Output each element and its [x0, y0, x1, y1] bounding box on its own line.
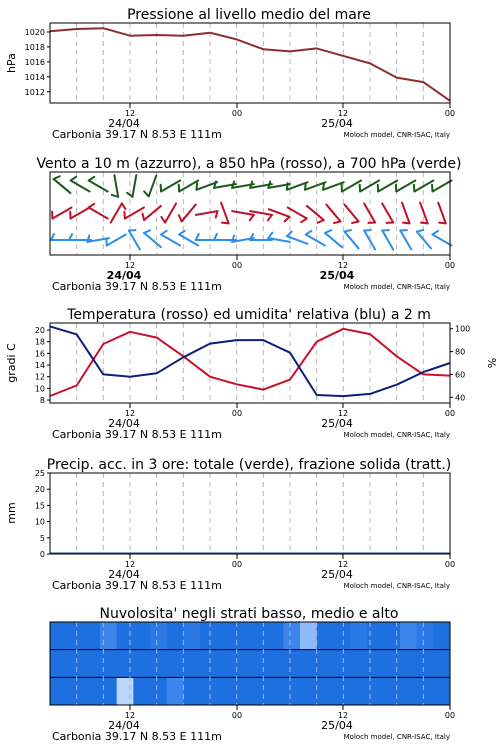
wind-barb-flag — [334, 221, 341, 223]
wind-barb-shaft — [400, 230, 411, 249]
wind-barb-shaft — [325, 233, 342, 247]
cloud-cell-1-6 — [150, 650, 167, 678]
y-tick-label-left-6: 20 — [34, 326, 45, 336]
wind-barb-1-14 — [307, 206, 324, 223]
temperature-panel — [5, 307, 498, 441]
temperature-x-labels — [52, 403, 455, 441]
precip-frame — [50, 473, 450, 554]
cloud-cell-2-21 — [400, 677, 417, 705]
cloud-cell-1-7 — [167, 650, 184, 678]
wind-barb-shaft — [382, 230, 393, 249]
wind-barb-0-21 — [432, 181, 451, 192]
x-tick-label-0: 12 — [124, 560, 136, 569]
wind-barb-flag — [285, 217, 290, 222]
wind-barb-shaft — [326, 205, 340, 222]
wind-barb-shaft — [89, 181, 108, 192]
wind-barb-2-18 — [382, 230, 393, 249]
wind-barb-1-19 — [402, 203, 410, 224]
cloud-cell-2-12 — [250, 677, 267, 705]
wind-barbs — [51, 175, 452, 249]
y-tick-label-right-3: 100 — [455, 324, 471, 334]
cloud-cell-1-12 — [250, 650, 267, 678]
cloud-cell-0-1 — [67, 622, 84, 650]
cloud-cells — [50, 622, 451, 705]
wind-barb-shaft — [221, 203, 229, 224]
x-tick-label-3: 00 — [444, 109, 456, 118]
cloud-cell-2-8 — [183, 677, 200, 705]
cloud-title: Nuvolosita' negli strati basso, medio e alto — [99, 606, 399, 622]
pressure-line — [50, 28, 450, 101]
location-label: Carbonia 39.17 N 8.53 E 111m — [52, 579, 222, 592]
x-tick-label-3: 00 — [444, 560, 456, 569]
cloud-cell-1-4 — [117, 650, 134, 678]
wind-barb-flag — [403, 223, 410, 224]
cloud-cell-2-14 — [283, 677, 300, 705]
precip-x-labels — [52, 554, 455, 592]
wind-barb-shaft — [432, 181, 451, 192]
credit-label: Moloch model, CNR-ISAC, Italy — [343, 733, 450, 741]
date-label-1: 24/04 — [108, 719, 140, 732]
wind-barb-shaft — [382, 203, 393, 222]
wind-barb-shaft — [414, 181, 433, 192]
cloud-cell-2-17 — [333, 677, 350, 705]
wind-barb-shaft — [161, 235, 180, 246]
wind-barb-shaft — [402, 203, 410, 224]
wind-barb-0-6 — [161, 181, 180, 192]
wind-barb-shaft — [420, 203, 428, 224]
wind-barb-flag — [196, 183, 197, 190]
wind-barb-shaft — [417, 232, 431, 249]
wind-barb-0-17 — [360, 181, 379, 192]
cloud-cell-2-13 — [267, 677, 284, 705]
wind-barb-shaft — [52, 208, 71, 219]
y-tick-label-left-1: 10 — [34, 384, 45, 394]
cloud-cell-1-9 — [200, 650, 217, 678]
pressure-panel — [5, 7, 455, 141]
cloud-cell-0-6 — [150, 622, 167, 650]
y-tick-label-left-2: 1016 — [24, 57, 45, 67]
wind-barb-2-20 — [417, 230, 431, 248]
wind-barb-flag — [122, 203, 126, 209]
y-tick-label-left-4: 16 — [34, 349, 45, 359]
wind-barb-flag — [421, 223, 428, 224]
date-label-1: 24/04 — [108, 568, 140, 581]
wind-barb-shaft — [71, 181, 90, 192]
wind-barb-0-5 — [144, 176, 156, 197]
cloud-panel — [50, 606, 455, 743]
wind-barb-shaft — [344, 205, 358, 222]
wind-barb-flag — [71, 177, 77, 181]
wind-barb-shaft — [288, 208, 307, 219]
x-tick-label-2: 12 — [337, 560, 349, 569]
wind-barb-flag — [417, 230, 424, 232]
wind-barb-flag — [161, 217, 165, 223]
cloud-cell-1-17 — [333, 650, 350, 678]
wind-barb-0-15 — [323, 182, 344, 190]
wind-barb-shaft — [114, 175, 118, 197]
x-tick-label-2: 12 — [337, 261, 349, 270]
date-label-2: 25/04 — [321, 117, 353, 130]
wind-barb-shaft — [132, 175, 136, 197]
wind-barb-2-7 — [179, 231, 198, 246]
pressure-frame — [50, 23, 450, 103]
x-tick-label-0: 12 — [124, 409, 136, 418]
x-tick-label-0: 12 — [124, 109, 136, 118]
wind-barb-shaft — [144, 233, 161, 247]
y-tick-label-left-2: 12 — [34, 372, 45, 382]
wind-barb-shaft — [378, 181, 397, 192]
cloud-cell-1-11 — [233, 650, 250, 678]
x-tick-label-0: 12 — [124, 711, 136, 720]
wind-barb-flag — [222, 223, 229, 224]
y-tick-label-left-4: 20 — [34, 485, 45, 495]
cloud-cell-1-10 — [217, 650, 234, 678]
wind-barb-1-0 — [52, 208, 71, 219]
cloud-cell-2-5 — [133, 677, 150, 705]
wind-barb-shaft — [54, 179, 71, 193]
wind-barb-shaft — [129, 230, 140, 249]
cloud-cell-0-15 — [300, 622, 317, 650]
y-tick-label-left-3: 1018 — [24, 42, 45, 52]
cloud-cell-0-8 — [183, 622, 200, 650]
cloud-cell-0-14 — [283, 622, 300, 650]
cloud-cell-1-16 — [317, 650, 334, 678]
date-label-2: 25/04 — [321, 719, 353, 732]
cloud-cell-0-12 — [250, 622, 267, 650]
wind-barb-0-19 — [396, 181, 415, 192]
wind-barb-flag — [325, 230, 331, 233]
humidity-ylabel: % — [485, 357, 498, 369]
temperature-frame — [50, 323, 450, 403]
wind-barb-flag — [287, 232, 292, 237]
x-tick-label-2: 12 — [337, 109, 349, 118]
precip-title: Precip. acc. in 3 ore: totale (verde), frazione solida (tratt.) — [46, 457, 452, 473]
temperature-title: Temperatura (rosso) ed umidita' relativa (blu) a 2 m — [67, 307, 431, 323]
y-tick-label-left-0: 0 — [39, 550, 45, 559]
wind-barb-flag — [432, 231, 438, 235]
x-tick-label-0: 12 — [124, 261, 136, 270]
wind-barb-flag — [287, 183, 288, 190]
wind-barb-1-21 — [438, 203, 446, 224]
cloud-cell-0-22 — [417, 622, 434, 650]
date-label-1: 24/04 — [108, 117, 140, 130]
cloud-cell-0-11 — [233, 622, 250, 650]
cloud-cell-2-22 — [417, 677, 434, 705]
wind-barb-flag — [144, 230, 150, 233]
cloud-cell-0-3 — [100, 622, 117, 650]
x-tick-label-1: 00 — [231, 109, 243, 118]
cloud-cell-0-9 — [200, 622, 217, 650]
cloud-cell-2-7 — [167, 677, 184, 705]
wind-barb-0-18 — [378, 181, 397, 192]
y-tick-label-left-0: 8 — [39, 396, 45, 406]
date-label-2: 25/04 — [321, 568, 353, 581]
cloud-cell-2-23 — [433, 677, 450, 705]
date-label-2: 25/04 — [321, 417, 353, 430]
wind-barb-shaft — [306, 235, 325, 246]
cloud-cell-2-6 — [150, 677, 167, 705]
wind-barb-flag — [179, 215, 182, 221]
wind-barb-shaft — [179, 181, 198, 192]
humidity-line — [50, 326, 450, 396]
wind-barb-1-3 — [111, 203, 126, 222]
wind-barb-flag — [144, 191, 149, 196]
cloud-cell-2-9 — [200, 677, 217, 705]
cloud-cell-1-1 — [67, 650, 84, 678]
pressure-ylabel: hPa — [5, 53, 18, 73]
wind-barb-1-13 — [288, 208, 307, 223]
cloud-cell-2-4 — [117, 677, 134, 705]
pressure-series — [50, 28, 450, 101]
wind-panel — [36, 156, 461, 293]
wind-barb-shaft — [196, 211, 218, 215]
wind-barb-2-4 — [129, 230, 140, 249]
cloud-cell-1-19 — [367, 650, 384, 678]
wind-barb-flag — [439, 223, 446, 224]
cloud-cell-0-4 — [117, 622, 134, 650]
wind-barb-1-6 — [161, 203, 176, 222]
wind-barb-flag — [142, 214, 144, 221]
y-tick-label-left-0: 1012 — [24, 87, 45, 97]
wind-barb-flag — [89, 204, 95, 208]
credit-label: Moloch model, CNR-ISAC, Italy — [343, 131, 450, 139]
wind-barb-1-15 — [326, 205, 340, 223]
cloud-cell-2-3 — [100, 677, 117, 705]
cloud-cell-0-17 — [333, 622, 350, 650]
wind-barb-shaft — [144, 206, 161, 220]
wind-barb-shaft — [432, 235, 451, 246]
cloud-cell-0-19 — [367, 622, 384, 650]
cloud-cell-0-7 — [167, 622, 184, 650]
wind-barb-1-1 — [70, 208, 89, 219]
cloud-cell-0-13 — [267, 622, 284, 650]
wind-barb-flag — [54, 176, 60, 179]
x-tick-label-3: 00 — [444, 711, 456, 720]
temperature-series — [50, 326, 450, 396]
wind-barb-shaft — [111, 203, 122, 222]
date-label-2: 25/04 — [319, 269, 355, 282]
wind-barb-0-2 — [89, 177, 108, 192]
date-label-1: 24/04 — [108, 417, 140, 430]
location-label: Carbonia 39.17 N 8.53 E 111m — [52, 128, 222, 141]
x-tick-label-1: 00 — [231, 711, 243, 720]
cloud-cell-0-10 — [217, 622, 234, 650]
wind-barb-0-1 — [71, 177, 90, 192]
wind-barb-shaft — [161, 181, 180, 192]
wind-barb-flag — [89, 177, 95, 181]
wind-barb-0-0 — [54, 176, 71, 193]
wind-barb-1-4 — [124, 208, 143, 219]
wind-barb-shaft — [344, 232, 358, 249]
x-tick-label-2: 12 — [337, 711, 349, 720]
wind-barb-1-18 — [382, 203, 393, 222]
y-tick-label-right-2: 80 — [455, 347, 466, 357]
wind-barb-shaft — [396, 181, 415, 192]
x-tick-label-1: 00 — [231, 560, 243, 569]
cloud-cell-2-20 — [383, 677, 400, 705]
cloud-cell-0-16 — [317, 622, 334, 650]
wind-barb-flag — [301, 219, 307, 223]
cloud-cell-1-20 — [383, 650, 400, 678]
cloud-cell-2-18 — [350, 677, 367, 705]
wind-barb-1-10 — [232, 211, 254, 220]
cloud-cell-0-18 — [350, 622, 367, 650]
cloud-cell-0-5 — [133, 622, 150, 650]
wind-barb-shaft — [307, 206, 324, 220]
y-tick-label-left-2: 10 — [34, 517, 45, 527]
credit-label: Moloch model, CNR-ISAC, Italy — [343, 431, 450, 439]
wind-barb-flag — [344, 230, 351, 232]
pressure-x-labels — [52, 103, 455, 141]
wind-barb-1-16 — [344, 205, 358, 223]
cloud-cell-0-0 — [50, 622, 67, 650]
wind-x-labels — [52, 255, 455, 293]
y-tick-label-left-1: 1014 — [24, 72, 45, 82]
cloud-cell-1-5 — [133, 650, 150, 678]
y-tick-label-left-4: 1020 — [24, 27, 45, 37]
wind-barb-2-16 — [344, 230, 358, 248]
wind-barb-flag — [250, 215, 254, 220]
cloud-cell-1-21 — [400, 650, 417, 678]
temperature-y-ticks — [35, 325, 470, 405]
y-tick-label-left-1: 5 — [39, 533, 45, 543]
wind-barb-flag — [179, 231, 185, 235]
wind-barb-shaft — [125, 208, 144, 219]
cloud-cell-1-2 — [83, 650, 100, 678]
cloud-cell-1-15 — [300, 650, 317, 678]
cloud-cell-1-23 — [433, 650, 450, 678]
wind-barb-shaft — [71, 208, 90, 219]
x-tick-label-3: 00 — [444, 409, 456, 418]
wind-barb-0-7 — [179, 181, 198, 192]
wind-barb-flag — [318, 220, 324, 223]
cloud-cell-1-22 — [417, 650, 434, 678]
location-label: Carbonia 39.17 N 8.53 E 111m — [52, 730, 222, 743]
wind-barb-0-3 — [112, 175, 118, 197]
credit-label: Moloch model, CNR-ISAC, Italy — [343, 582, 450, 590]
wind-barb-2-15 — [325, 230, 342, 247]
y-tick-label-left-5: 25 — [34, 469, 45, 478]
cloud-cell-0-20 — [383, 622, 400, 650]
location-label: Carbonia 39.17 N 8.53 E 111m — [52, 280, 222, 293]
temperature-line — [50, 329, 450, 396]
date-label-1: 24/04 — [106, 269, 142, 282]
wind-barb-shaft — [342, 181, 361, 192]
cloud-cell-2-11 — [233, 677, 250, 705]
wind-barb-2-21 — [432, 231, 451, 246]
wind-barb-1-7 — [179, 205, 196, 222]
cloud-cell-1-13 — [267, 650, 284, 678]
cloud-cell-2-10 — [217, 677, 234, 705]
x-tick-label-1: 00 — [231, 261, 243, 270]
x-tick-label-2: 12 — [337, 409, 349, 418]
wind-barb-2-19 — [400, 230, 411, 249]
wind-barb-flag — [161, 231, 167, 235]
wind-barb-1-8 — [196, 211, 218, 217]
wind-barb-2-5 — [144, 230, 161, 247]
wind-barb-2-3 — [106, 235, 125, 246]
wind-barb-0-4 — [127, 175, 136, 197]
y-tick-label-left-3: 14 — [34, 361, 45, 371]
cloud-cell-0-21 — [400, 622, 417, 650]
wind-barb-1-2 — [89, 204, 108, 219]
cloud-cell-2-19 — [367, 677, 384, 705]
y-tick-label-right-1: 60 — [455, 370, 466, 380]
cloud-cell-2-1 — [67, 677, 84, 705]
credit-label: Moloch model, CNR-ISAC, Italy — [343, 283, 450, 291]
wind-barb-flag — [323, 183, 324, 190]
wind-barb-flag — [306, 231, 312, 235]
y-tick-label-left-5: 18 — [34, 337, 45, 347]
precip-panel — [5, 457, 455, 592]
wind-barb-shaft — [438, 203, 446, 224]
y-tick-label-left-3: 15 — [34, 501, 45, 511]
wind-title: Vento a 10 m (azzurro), a 850 hPa (rosso), a 700 hPa (verde) — [36, 156, 462, 172]
wind-barb-flag — [305, 183, 306, 190]
wind-barb-shaft — [165, 203, 176, 222]
wind-barb-shaft — [107, 235, 126, 246]
cloud-cell-1-18 — [350, 650, 367, 678]
wind-barb-1-9 — [221, 203, 229, 224]
x-tick-label-3: 00 — [444, 261, 456, 270]
wind-barb-shaft — [323, 182, 344, 190]
wind-barb-flag — [352, 221, 359, 223]
wind-barb-flag — [268, 215, 272, 220]
cloud-cell-2-2 — [83, 677, 100, 705]
wind-barb-shaft — [149, 176, 157, 197]
precip-grid — [77, 473, 424, 554]
wind-barb-flag — [268, 233, 272, 238]
cloud-cell-1-14 — [283, 650, 300, 678]
wind-barb-1-20 — [420, 203, 428, 224]
pressure-title: Pressione al livello medio del mare — [127, 7, 371, 23]
cloud-cell-0-23 — [433, 622, 450, 650]
cloud-cell-1-3 — [100, 650, 117, 678]
cloud-x-labels — [52, 705, 455, 743]
wind-barb-1-5 — [142, 206, 160, 220]
precip-ylabel: mm — [5, 502, 18, 524]
x-tick-label-1: 00 — [231, 409, 243, 418]
cloud-cell-1-8 — [183, 650, 200, 678]
wind-barb-2-6 — [161, 231, 180, 246]
cloud-cell-0-2 — [83, 622, 100, 650]
cloud-cell-2-15 — [300, 677, 317, 705]
precip-y-ticks — [35, 469, 50, 559]
cloud-cell-2-16 — [317, 677, 334, 705]
y-tick-label-right-0: 40 — [455, 393, 466, 403]
cloud-cell-1-0 — [50, 650, 67, 678]
temperature-ylabel: gradi C — [5, 343, 18, 383]
location-label: Carbonia 39.17 N 8.53 E 111m — [52, 428, 222, 441]
pressure-y-ticks — [25, 28, 50, 97]
wind-barb-shaft — [89, 208, 108, 219]
wind-barb-2-14 — [306, 231, 325, 246]
cloud-cell-2-0 — [50, 677, 67, 705]
